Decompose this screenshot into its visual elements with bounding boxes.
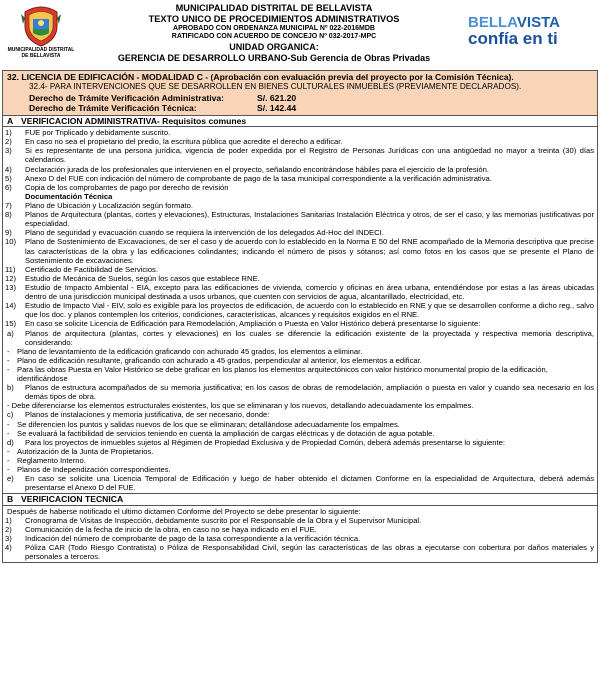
- technical-docs-list: [5, 201, 594, 329]
- fee-row-administrativa: [29, 93, 593, 103]
- brand-bella: BELLA: [468, 14, 517, 31]
- list-item: [5, 543, 594, 561]
- list-item: [5, 174, 594, 183]
- header-line-6: GERENCIA DE DESARROLLO URBANO-Sub Gerencia de Obras Privadas: [117, 52, 431, 63]
- item-number: 2): [5, 525, 12, 534]
- list-item: [5, 128, 594, 137]
- header-line-5: UNIDAD ORGANICA:: [229, 41, 319, 52]
- item-text: Estudio de Impacto Ambiental - EIA, excepto para las edificaciones de vivienda, comercio y oficinas en área urbana, entendiéndose por estas a las áreas ubicadas dentro de una jurisdicción municipal destinada a usos urbanos, que cuenten con servicios de agua, alcantarillado, electricidad, etc.: [25, 282, 594, 302]
- doc-tecnica-heading: Documentación Técnica: [25, 191, 113, 201]
- dash-item: [5, 365, 594, 383]
- dash-bullet: -: [7, 346, 10, 356]
- dash-bullet: -: [7, 419, 10, 429]
- item-number: 2): [5, 137, 12, 147]
- fee-value: S/. 142.44: [257, 103, 297, 114]
- header-line-2: TEXTO UNICO DE PROCEDIMIENTOS ADMINISTRATIVOS: [148, 14, 400, 25]
- item-number: 6): [5, 182, 12, 192]
- item-15b-note: - Debe diferenciarse los elementos estructurales existentes, los que se eliminaran y los nuevos, detallando adecuadamente los empalmes.: [7, 401, 474, 411]
- fee-row-tecnica: [29, 103, 593, 113]
- item-text: Copia de los comprobantes de pago por derecho de revisión: [25, 182, 229, 192]
- item-number: 4): [5, 164, 12, 174]
- procedure-title-box: [2, 70, 598, 116]
- fees-block: [7, 93, 593, 114]
- dash-item: [5, 429, 594, 438]
- item-text: Plano de Ubicación y Localización según formato.: [25, 200, 194, 210]
- section-a-body: [2, 127, 598, 494]
- item-number: 9): [5, 228, 12, 238]
- item-number: 4): [5, 543, 12, 553]
- item-15a-dash-list: [5, 347, 594, 383]
- dash-text: Para las obras Puesta en Valor Histórico se debe graficar en los planos los elementos arquitectónicos con valor histórico monumental propio de la edificación, identificándose: [17, 364, 548, 384]
- dash-item: [5, 347, 594, 356]
- item-number: 3): [5, 146, 12, 156]
- item-text: Cronograma de Visitas de Inspección, debidamente suscrito por el Responsable de la Obra y el Supervisor Municipal.: [25, 515, 422, 525]
- item-text: Comunicación de la fecha de inicio de la obra, en caso no se haya indicado en el FUE.: [25, 525, 317, 534]
- fee-value: S/. 621.20: [257, 93, 297, 104]
- list-item: [5, 183, 594, 192]
- section-b-body: [2, 506, 598, 564]
- item-15d: d) Para los proyectos de inmuebles sujetos al Régimen de Propiedad Exclusiva y de Propiedad Común, deberá además presentarse lo siguiente:: [7, 437, 505, 447]
- list-item: [5, 228, 594, 237]
- item-text: Anexo D del FUE con indicación del número de comprobante de pago de la tasa municipal correspondiente a la verificación administrativa.: [25, 173, 492, 183]
- section-a-header: [2, 116, 598, 127]
- dash-bullet: -: [7, 465, 10, 475]
- dash-bullet: -: [7, 428, 10, 438]
- item-15e: e) En caso se solicite una Licencia Temporal de Edificación y luego de haber obtenido el dictamen Conforme en la especialidad de Arquitectura, deberá además presentarse el Anexo D del FUE.: [7, 474, 594, 493]
- dash-bullet: -: [7, 446, 10, 456]
- dash-text: Planos de Independización correspondientes.: [17, 465, 171, 475]
- section-b-header: [2, 494, 598, 505]
- dash-item: [5, 420, 594, 429]
- item-text: Declaración jurada de los profesionales que intervienen en el proyecto, señalando encontrándose hábiles para el ejercicio de la profesión.: [25, 164, 489, 174]
- item-15b: b) Planos de estructura acompañados de su memoria justificativa; en los casos de obras de remodelación, ampliación o puesta en valor y cuando sea necesario en los demás tipos de obra.: [7, 383, 594, 402]
- header-line-1: MUNICIPALIDAD DISTRITAL DE BELLAVISTA: [175, 3, 373, 13]
- item-text: En caso no sea el propietario del predio, la escritura pública que acredite el derecho a edificar.: [25, 137, 343, 147]
- item-text: Estudio de Mecánica de Suelos, según los casos que establece RNE.: [25, 273, 260, 283]
- item-text: Plano de seguridad y evacuación cuando se requiera la intervención de los delegados Ad-Hoc del INDECI.: [25, 228, 384, 238]
- list-item: [5, 274, 594, 283]
- dash-text: Se evaluará la factibilidad de servicios teniendo en cuenta la ampliación de cargas eléctricas y de dotación de agua potable.: [17, 428, 435, 438]
- fee-label: Derecho de Trámite Verificación Administrativa:: [29, 93, 225, 104]
- dash-item: [5, 447, 594, 456]
- header-text: [84, 3, 464, 63]
- fee-label: Derecho de Trámite Verificación Técnica:: [29, 103, 197, 114]
- header-line-4: RATIFICADO CON ACUERDO DE CONCEJO Nº 032-2017-MPC: [171, 33, 377, 41]
- list-item: [5, 265, 594, 274]
- section-title: VERIFICACION ADMINISTRATIVA- Requisitos comunes: [21, 115, 247, 126]
- item-number: 3): [5, 534, 12, 544]
- section-letter: B: [7, 494, 14, 505]
- item-text: Estudio de Impacto Vial - EIV, solo es exigible para los proyectos de edificación, de acuerdo con lo establecido en RNE y que se desarrollen conforme a dicho reg., salvo que los doc. y planos contemplen los criterios, condiciones, características, alcances y requisitos exigidos en el RNE.: [25, 301, 594, 320]
- brand-vista: VISTA: [516, 14, 560, 31]
- header-line-3: APROBADO CON ORDENANZA MUNICIPAL Nº 022-2016MDB: [173, 25, 375, 33]
- dash-item: [5, 356, 594, 365]
- dash-bullet: -: [7, 456, 10, 466]
- shield-icon: [19, 4, 63, 48]
- dash-bullet: -: [7, 355, 10, 365]
- list-item: [5, 210, 594, 228]
- item-15d-dash-list: [5, 447, 594, 474]
- item-text: Si es representante de una persona jurídica, vigencia de poder expedida por el Registro de Personas Jurídicas con una antigüedad no mayor a treinta (30) días calendarios.: [25, 146, 594, 165]
- item-text: FUE por Triplicado y debidamente suscrito.: [25, 128, 171, 138]
- list-item: [5, 146, 594, 164]
- item-number: 7): [5, 200, 12, 210]
- header: [2, 2, 598, 70]
- dash-item: [5, 456, 594, 465]
- list-item: [5, 525, 594, 534]
- dash-bullet: -: [7, 364, 10, 374]
- item-number: 1): [5, 128, 12, 138]
- dash-text: Autorización de la Junta de Propietarios.: [17, 446, 154, 456]
- dash-text: Plano de levantamiento de la edificación graficando con achurado 45 grados, los elementos a eliminar.: [17, 346, 363, 356]
- list-item: [5, 283, 594, 301]
- list-item: [5, 201, 594, 210]
- dash-text: Plano de edificación resultante, graficando con achurado a 45 grados, perpendicular al anterior, los elementos a edificar.: [17, 355, 422, 365]
- list-item: [5, 516, 594, 525]
- item-text: Certificado de Factibilidad de Servicios.: [25, 264, 158, 274]
- section-title: VERIFICACION TECNICA: [21, 494, 124, 505]
- dash-text: Se diferencien los puntos y salidas nuevos de los que se eliminaran; detallándose adecuadamente los empalmes.: [17, 419, 400, 429]
- item-number: 1): [5, 515, 12, 525]
- section-b-intro: Después de haberse notificado el ultimo dictamen Conforme del Proyecto se debe presentar lo siguiente:: [7, 506, 361, 516]
- item-number: 10): [5, 237, 16, 247]
- list-item: [5, 165, 594, 174]
- item-number: 11): [5, 264, 16, 274]
- procedure-title: 32. LICENCIA DE EDIFICACIÓN - MODALIDAD C - (Aprobación con evaluación previa del proyecto por la Comisión Técnica).: [7, 72, 514, 82]
- item-number: 8): [5, 210, 12, 220]
- item-text: Póliza CAR (Todo Riesgo Contratista) o Póliza de Responsabilidad Civil, según las características de las obras a ejecutarse con cobertura por daños materiales y personales a terceros.: [25, 543, 594, 562]
- item-text: En caso se solicite Licencia de Edificación para Remodelación, Ampliación o Puesta en Valor Histórico deberá presentarse lo siguiente:: [25, 319, 481, 329]
- item-number: 15): [5, 319, 16, 329]
- list-item: [5, 301, 594, 319]
- item-15c: c) Planos de instalaciones y memoria justificativa, de ser necesario, donde:: [7, 410, 270, 420]
- list-item: [5, 319, 594, 328]
- list-item: [5, 237, 594, 264]
- procedure-subtitle: 32.4- PARA INTERVENCIONES QUE SE DESARROLLEN EN BIENES CULTURALES INMUEBLES (PREVIAMENTE DECLARADOS).: [29, 82, 522, 92]
- municipal-logo: [4, 4, 78, 59]
- item-text: Plano de Sostenimiento de Excavaciones, de ser el caso y de acuerdo con lo establecido en la Norma E 50 del RNE acompañado de la Memoria descriptiva que precise las características de la obra y las edificaciones colindantes; indicando el número de pisos y sótanos; así como fotos en los casos que se presente el Plano de Sostenimiento de excavaciones.: [25, 237, 594, 265]
- item-15c-dash-list: [5, 420, 594, 438]
- logo-caption-2: DE BELLAVISTA: [21, 52, 61, 59]
- brand-slogan: confía en ti: [468, 29, 558, 48]
- item-text: Indicación del número de comprobante de pago de la tasa correspondiente a la verificación técnica.: [25, 534, 361, 544]
- item-text: Planos de Arquitectura (plantas, cortes y elevaciones), Estructuras, Instalaciones Sanitarias Instalación Eléctrica y otros, de ser el caso, y las memorias justificativas por especialidad.: [25, 210, 594, 229]
- item-number: 14): [5, 301, 16, 311]
- item-15a: a) Planos de arquitectura (plantas, cortes y elevaciones) en los cuales se diferencie la edificación existente de la proyectada y respectiva memoria descriptiva, considerando:: [7, 328, 594, 347]
- common-requirements-list: [5, 128, 594, 192]
- section-letter: A: [7, 115, 14, 126]
- list-item: [5, 137, 594, 146]
- item-number: 12): [5, 273, 16, 283]
- bellavista-brand-logo: [468, 14, 596, 49]
- item-number: 13): [5, 282, 16, 292]
- list-item: [5, 534, 594, 543]
- dash-text: Reglamento Interno.: [17, 456, 86, 466]
- logo-caption-1: MUNICIPALIDAD DISTRITAL: [7, 47, 75, 53]
- document-page: [2, 2, 598, 673]
- dash-item: [5, 465, 594, 474]
- technical-verification-list: [5, 516, 594, 562]
- item-number: 5): [5, 173, 12, 183]
